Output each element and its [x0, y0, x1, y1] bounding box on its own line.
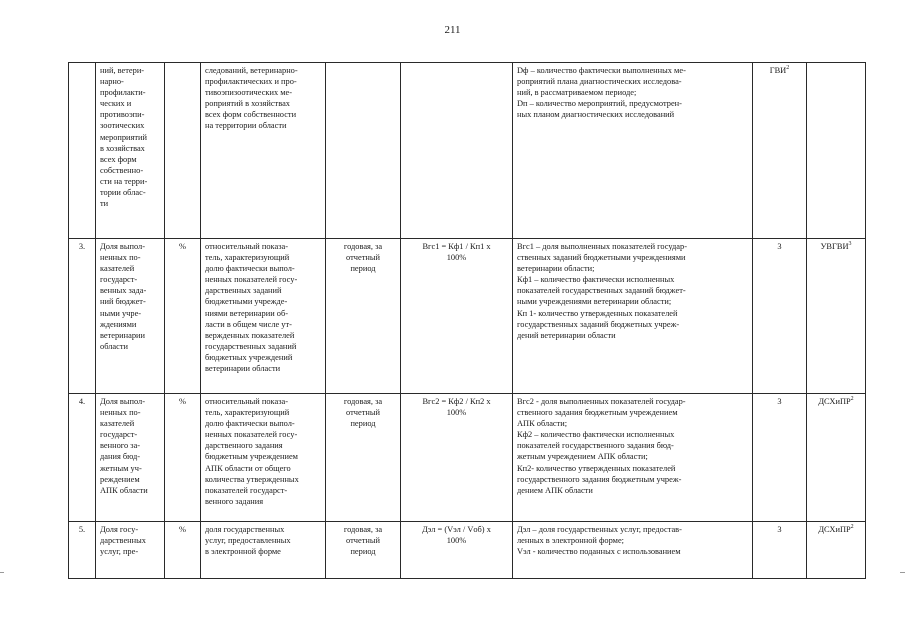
- table-row: [69, 394, 866, 522]
- indicator-name-cell: [96, 63, 165, 239]
- text-line: Кп 1- количество утвержденных показателей: [517, 308, 678, 318]
- text-line: ветеринарии области;: [517, 264, 595, 274]
- text-line: период: [350, 419, 376, 429]
- text-line: нарно-: [100, 77, 124, 87]
- text-line: ческих и: [100, 99, 132, 109]
- text-line: количества утвержденных: [205, 474, 299, 484]
- text-line: АПК области от общего: [205, 463, 291, 473]
- footnote-mark: 2: [786, 65, 790, 72]
- unit-value: %: [179, 397, 186, 406]
- text-line: ний, ветери-: [100, 66, 145, 75]
- weight-cell: [753, 522, 807, 579]
- text-line: собственно-: [100, 165, 144, 175]
- text-line: ветеринарии: [100, 330, 146, 340]
- text-line: дарственных заданий: [205, 286, 282, 296]
- row-number: 5.: [78, 525, 86, 534]
- text-line: дарственного задания: [205, 441, 283, 451]
- text-line: ственного задания бюджетным учреждением: [517, 408, 678, 418]
- text-line: услуг, пре-: [100, 547, 139, 557]
- weight-value: 3: [777, 525, 782, 534]
- text-line: отчетный: [346, 408, 380, 418]
- text-line: ных планом диагностических исследований: [517, 110, 675, 120]
- text-line: всех форм собственности: [205, 110, 297, 120]
- text-line: отчетный: [346, 536, 380, 546]
- text-line: отчетный: [346, 253, 380, 263]
- text-line: тивоэпизоотических ме-: [205, 88, 293, 98]
- text-line: жетным уч-: [100, 463, 142, 473]
- text-line: годовая, за: [343, 397, 383, 406]
- unit-cell: [165, 63, 201, 239]
- footnote-mark: 3: [848, 241, 852, 248]
- unit-cell: [165, 394, 201, 522]
- text-line: ждениями: [100, 319, 137, 329]
- text-line: на территории области: [205, 121, 287, 131]
- text-line: бюджетных учреждений: [205, 352, 293, 362]
- text-line: всех форм: [100, 154, 137, 164]
- formula-cell: [401, 63, 513, 239]
- explanation-cell: [513, 63, 753, 239]
- text-line: Кф1 – количество фактически исполненных: [517, 275, 675, 285]
- text-line: ний, в рассматриваемом периоде;: [517, 88, 637, 98]
- formula-cell: [401, 522, 513, 579]
- table-row: [69, 63, 866, 239]
- text-line: 100%: [446, 536, 467, 546]
- text-line: мероприятий: [100, 132, 148, 142]
- responsible-value: ДСХиПР: [818, 397, 851, 406]
- text-line: ненных показателей госу-: [205, 275, 298, 285]
- responsible-value: УВГВИ: [820, 242, 849, 251]
- text-line: ненных по-: [100, 408, 141, 418]
- text-line: Вгс1 – доля выполненных показателей государ-: [517, 242, 687, 251]
- indicator-name-cell: [96, 239, 165, 394]
- text-line: АПК области;: [517, 419, 568, 429]
- period-cell: [326, 522, 401, 579]
- footnote-mark: 2: [850, 524, 854, 531]
- text-line: ственных заданий бюджетными учреждениями: [517, 253, 686, 263]
- row-number-cell: [69, 394, 96, 522]
- period-cell: [326, 63, 401, 239]
- scan-edge-mark-right: [900, 572, 905, 573]
- text-line: ветеринарии области: [205, 364, 281, 374]
- text-line: ний бюджет-: [100, 297, 146, 307]
- row-number-cell: [69, 522, 96, 579]
- text-line: государственных заданий: [205, 341, 297, 351]
- text-line: Кп2- количество утвержденных показателей: [517, 463, 676, 473]
- text-line: бюджетными учрежде-: [205, 297, 288, 307]
- explanation-cell: [513, 239, 753, 394]
- text-line: бюджетным учреждением: [205, 452, 298, 462]
- period-cell: [326, 239, 401, 394]
- responsible-cell: [807, 522, 866, 579]
- text-line: ными учре-: [100, 308, 142, 318]
- indicator-name-cell: [96, 522, 165, 579]
- text-line: роприятий в хозяйствах: [205, 99, 290, 109]
- text-line: Доля госу-: [100, 525, 139, 534]
- description-cell: [201, 239, 326, 394]
- explanation-cell: [513, 394, 753, 522]
- text-line: Доля выпол-: [100, 397, 146, 406]
- text-line: Дэл – доля государственных услуг, предостав-: [517, 525, 682, 534]
- responsible-value: ДСХиПР: [818, 525, 851, 534]
- weight-cell: [753, 394, 807, 522]
- text-line: услуг, предоставленных: [205, 536, 291, 546]
- formula-cell: [401, 239, 513, 394]
- text-line: дением АПК области: [517, 485, 593, 495]
- text-line: Dп – количество мероприятий, предусмотрен-: [517, 99, 682, 109]
- text-line: жетным учреждением АПК области;: [517, 452, 648, 462]
- row-number: 3.: [78, 242, 86, 251]
- text-line: государственных заданий бюджетных учреж-: [517, 319, 680, 329]
- text-line: казателей: [100, 264, 135, 274]
- text-line: годовая, за: [343, 525, 383, 534]
- text-line: долю фактически выпол-: [205, 419, 295, 429]
- weight-cell: [753, 63, 807, 239]
- text-line: показателей государственного задания бюд-: [517, 441, 674, 451]
- text-line: Vэл - количество поданных с использованием: [517, 547, 681, 557]
- text-line: ниями ветеринарии об-: [205, 308, 289, 318]
- explanation-cell: [513, 522, 753, 579]
- text-line: профилакти-: [100, 88, 146, 98]
- text-line: венного за-: [100, 441, 141, 451]
- text-line: показателей государст-: [205, 485, 288, 495]
- text-line: области: [100, 341, 128, 351]
- text-line: показателей государственных заданий бюджет-: [517, 286, 686, 296]
- text-line: тель, характеризующий: [205, 253, 290, 263]
- period-cell: [326, 394, 401, 522]
- text-line: венного задания: [205, 496, 264, 506]
- text-line: дания бюд-: [100, 452, 141, 462]
- formula-cell: [401, 394, 513, 522]
- text-line: Дэл = (Vэл / Vоб) х: [422, 525, 491, 534]
- weight-value: 3: [777, 397, 782, 406]
- weight-cell: [753, 239, 807, 394]
- unit-cell: [165, 239, 201, 394]
- unit-value: %: [179, 242, 186, 251]
- text-line: профилактических и про-: [205, 77, 297, 87]
- text-line: ленных в электронной форме;: [517, 536, 624, 546]
- text-line: дарственных: [100, 536, 146, 546]
- text-line: Вгс1 = Кф1 / Кп1 х: [422, 242, 491, 251]
- indicator-name-cell: [96, 394, 165, 522]
- unit-value: %: [179, 525, 186, 534]
- text-line: реждением: [100, 474, 140, 484]
- responsible-cell: [807, 63, 866, 239]
- responsible-cell: [807, 239, 866, 394]
- text-line: следований, ветеринарно-: [205, 66, 298, 75]
- text-line: роприятий плана диагностических исследова-: [517, 77, 682, 87]
- text-line: в хозяйствах: [100, 143, 145, 153]
- row-number: 4.: [78, 397, 86, 406]
- indicators-table: [68, 62, 866, 579]
- text-line: зоотических: [100, 121, 145, 131]
- text-line: период: [350, 547, 376, 557]
- description-cell: [201, 522, 326, 579]
- text-line: долю фактически выпол-: [205, 264, 295, 274]
- description-cell: [201, 63, 326, 239]
- description-cell: [201, 394, 326, 522]
- text-line: 100%: [446, 408, 467, 418]
- text-line: период: [350, 264, 376, 274]
- text-line: Доля выпол-: [100, 242, 146, 251]
- text-line: Вгс2 = Кф2 / Кп2 х: [422, 397, 491, 406]
- text-line: 100%: [446, 253, 467, 263]
- footnote-mark: 2: [850, 396, 854, 403]
- text-line: государст-: [100, 430, 138, 440]
- text-line: противоэпи-: [100, 110, 145, 120]
- text-line: венных зада-: [100, 286, 147, 296]
- responsible-cell: [807, 394, 866, 522]
- text-line: ненных показателей госу-: [205, 430, 298, 440]
- text-line: в электронной форме: [205, 547, 281, 557]
- text-line: Кф2 – количество фактически исполненных: [517, 430, 675, 440]
- row-number-cell: [69, 63, 96, 239]
- weight-value: ГВИ: [769, 66, 787, 75]
- text-line: вержденных показателей: [205, 330, 295, 340]
- text-line: сти на терри-: [100, 176, 148, 186]
- text-line: относительный показа-: [205, 242, 289, 251]
- text-line: государст-: [100, 275, 138, 285]
- table-row: [69, 239, 866, 394]
- table-row: [69, 522, 866, 579]
- text-line: государственного задания бюджетным учреж-: [517, 474, 682, 484]
- row-number-cell: [69, 239, 96, 394]
- text-line: ти: [100, 199, 109, 209]
- text-line: ными учреждениями ветеринарии области;: [517, 297, 672, 307]
- text-line: казателей: [100, 419, 135, 429]
- text-line: ласти в общем числе ут-: [205, 319, 292, 329]
- text-line: АПК области: [100, 485, 148, 495]
- text-line: Вгс2 - доля выполненных показателей государ-: [517, 397, 686, 406]
- unit-cell: [165, 522, 201, 579]
- text-line: годовая, за: [343, 242, 383, 251]
- page-number: 211: [444, 24, 461, 36]
- text-line: дений ветеринарии области: [517, 330, 616, 340]
- scan-edge-mark-left: [0, 572, 4, 573]
- text-line: ненных по-: [100, 253, 141, 263]
- text-line: Dф – количество фактически выполненных ме-: [517, 66, 686, 75]
- text-line: тории облас-: [100, 188, 146, 198]
- text-line: доля государственных: [205, 525, 285, 534]
- text-line: относительный показа-: [205, 397, 289, 406]
- weight-value: 3: [777, 242, 782, 251]
- text-line: тель, характеризующий: [205, 408, 290, 418]
